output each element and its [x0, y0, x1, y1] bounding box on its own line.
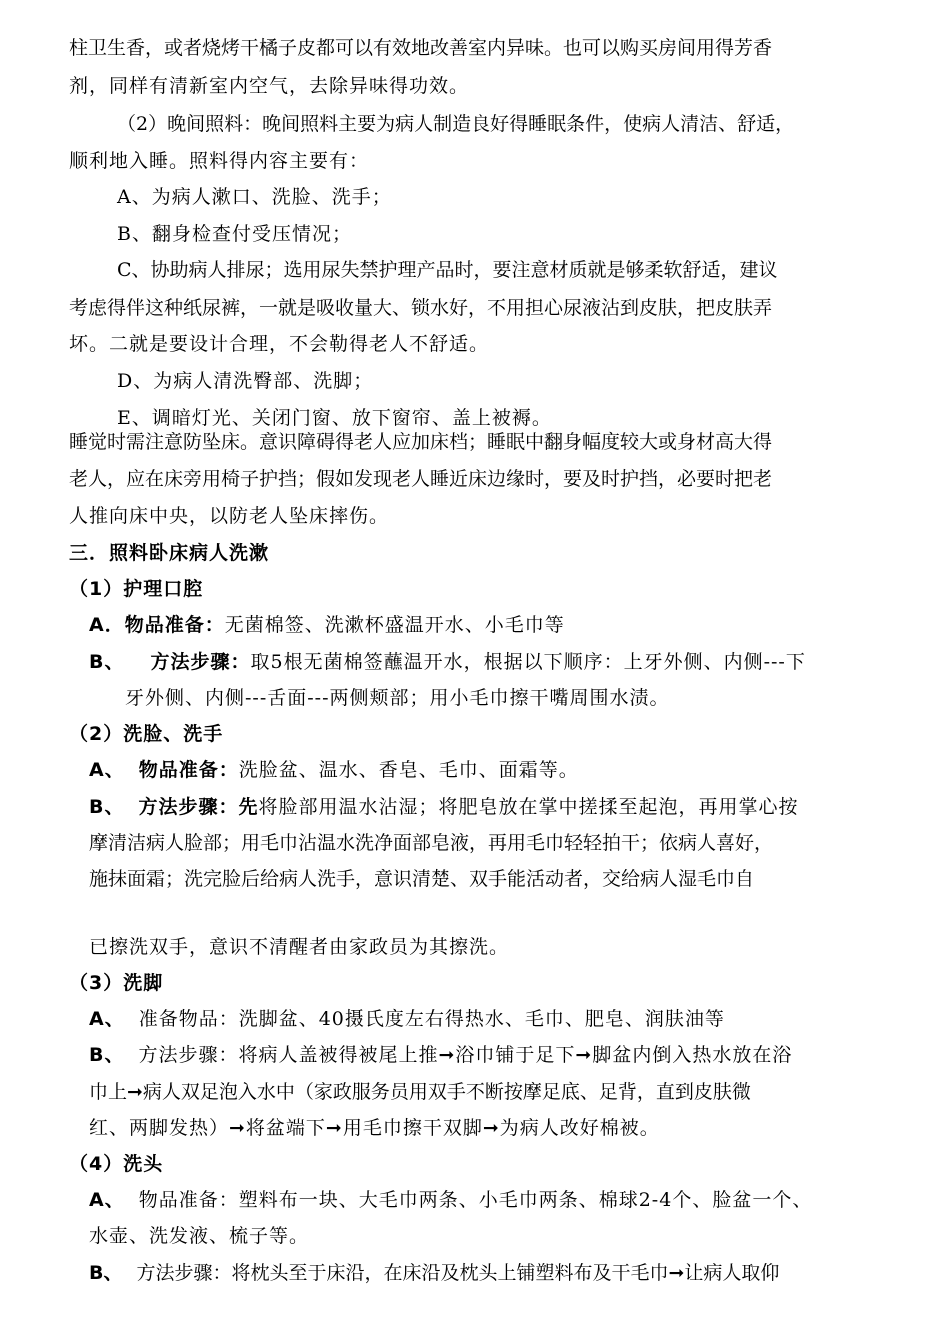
- text-line: 人推向床中央，以防老人坠床摔伤。: [69, 505, 390, 527]
- list-item: D、为病人清洗臀部、洗脚；: [117, 370, 374, 392]
- list-item: [89, 1261, 779, 1285]
- text-line: 牙外侧、内侧---舌面---两侧颊部；用小毛巾擦干嘴周围水渍。: [125, 687, 670, 709]
- text-line: （2）晚间照料：晚间照料主要为病人制造良好得睡眠条件，使病人清洁、舒适，: [117, 113, 795, 135]
- text-line: 施抹面霜；洗完脸后给病人洗手，意识清楚、双手能活动者，交给病人湿毛巾自: [89, 868, 755, 890]
- item-label: B、: [89, 651, 125, 673]
- item-text: 物品准备：塑料布一块、大毛巾两条、小毛巾两条、棉球2-4个、脸盆一个、: [138, 1189, 813, 1211]
- item-text: 将脸部用温水沾湿；将肥皂放在掌中搓揉至起泡，再用掌心按: [258, 796, 799, 818]
- item-text: 方法步骤：将枕头至于床沿，在床沿及枕头上铺塑料布及干毛巾➞让病人取仰: [136, 1262, 780, 1284]
- text-line: 睡觉时需注意防坠床。意识障碍得老人应加床档；睡眠中翻身幅度较大或身材高大得: [69, 431, 773, 453]
- text-line: 已擦洗双手，意识不清醒者由家政员为其擦洗。: [89, 936, 510, 958]
- list-item: [89, 650, 806, 674]
- text-line: 考虑得伴这种纸尿裤，一就是吸收量大、锁水好，不用担心尿液沾到皮肤，把皮肤弄: [69, 297, 773, 319]
- item-label: A、: [89, 759, 125, 781]
- text-line: 摩清洁病人脸部；用毛巾沾温水洗净面部皂液，再用毛巾轻轻拍干；依病人喜好，: [89, 832, 774, 854]
- subsection-heading: （4）洗头: [69, 1153, 164, 1175]
- item-label: B、: [89, 796, 125, 818]
- item-text: 准备物品：洗脚盆、40摄氏度左右得热水、毛巾、肥皂、润肤油等: [138, 1008, 725, 1030]
- list-item: [89, 795, 799, 819]
- item-text: 取5根无菌棉签蘸温开水，根据以下顺序：上牙外侧、内侧---下: [250, 651, 806, 673]
- item-bold-label: 物品准备：: [138, 759, 239, 781]
- subsection-heading: （3）洗脚: [69, 972, 164, 994]
- list-item: [89, 1043, 792, 1067]
- item-text: 无菌棉签、洗漱杯盛温开水、小毛巾等: [224, 614, 565, 636]
- list-item: [89, 1188, 812, 1212]
- item-bold-label: 方法步骤：: [150, 651, 251, 673]
- text-line: 坏。二就是要设计合理，不会勒得老人不舒适。: [69, 333, 490, 355]
- list-item: E、调暗灯光、关闭门窗、放下窗帘、盖上被褥。: [117, 407, 552, 429]
- item-label: B、: [89, 1044, 125, 1066]
- item-bold-label: 方法步骤：先: [138, 796, 259, 818]
- list-item: C、协助病人排尿；选用尿失禁护理产品时，要注意材质就是够柔软舒适，建议: [117, 259, 778, 281]
- text-line: 顺利地入睡。照料得内容主要有：: [69, 150, 370, 172]
- list-item: [89, 1007, 725, 1031]
- item-label: B、: [89, 1262, 123, 1284]
- list-item: [89, 613, 565, 637]
- text-line: 水壶、洗发液、梳子等。: [89, 1225, 310, 1247]
- item-text: 洗脸盆、温水、香皂、毛巾、面霜等。: [238, 759, 579, 781]
- item-text: 方法步骤：将病人盖被得被尾上推➞浴巾铺于足下➞脚盆内倒入热水放在浴: [138, 1044, 793, 1066]
- item-label: A．物品准备：: [89, 614, 225, 636]
- subsection-heading: （2）洗脸、洗手: [69, 723, 224, 745]
- text-line: 柱卫生香，或者烧烤干橘子皮都可以有效地改善室内异味。也可以购买房间用得芳香: [69, 37, 773, 59]
- list-item: [89, 758, 579, 782]
- text-line: 剂，同样有清新室内空气，去除异味得功效。: [69, 75, 470, 97]
- text-line: 老人，应在床旁用椅子护挡；假如发现老人睡近床边缘时，要及时护挡，必要时把老: [69, 468, 773, 490]
- text-line: 巾上➞病人双足泡入水中（家政服务员用双手不断按摩足底、足背，直到皮肤微: [89, 1081, 751, 1103]
- list-item: B、翻身检查付受压情况；: [117, 223, 352, 245]
- item-label: A、: [89, 1189, 125, 1211]
- text-line: 红、两脚发热）➞将盆端下➞用毛巾擦干双脚➞为病人改好棉被。: [89, 1117, 660, 1139]
- subsection-heading: （1）护理口腔: [69, 578, 204, 600]
- list-item: A、为病人漱口、洗脸、洗手；: [117, 186, 392, 208]
- item-label: A、: [89, 1008, 125, 1030]
- section-heading: 三．照料卧床病人洗漱: [69, 542, 270, 564]
